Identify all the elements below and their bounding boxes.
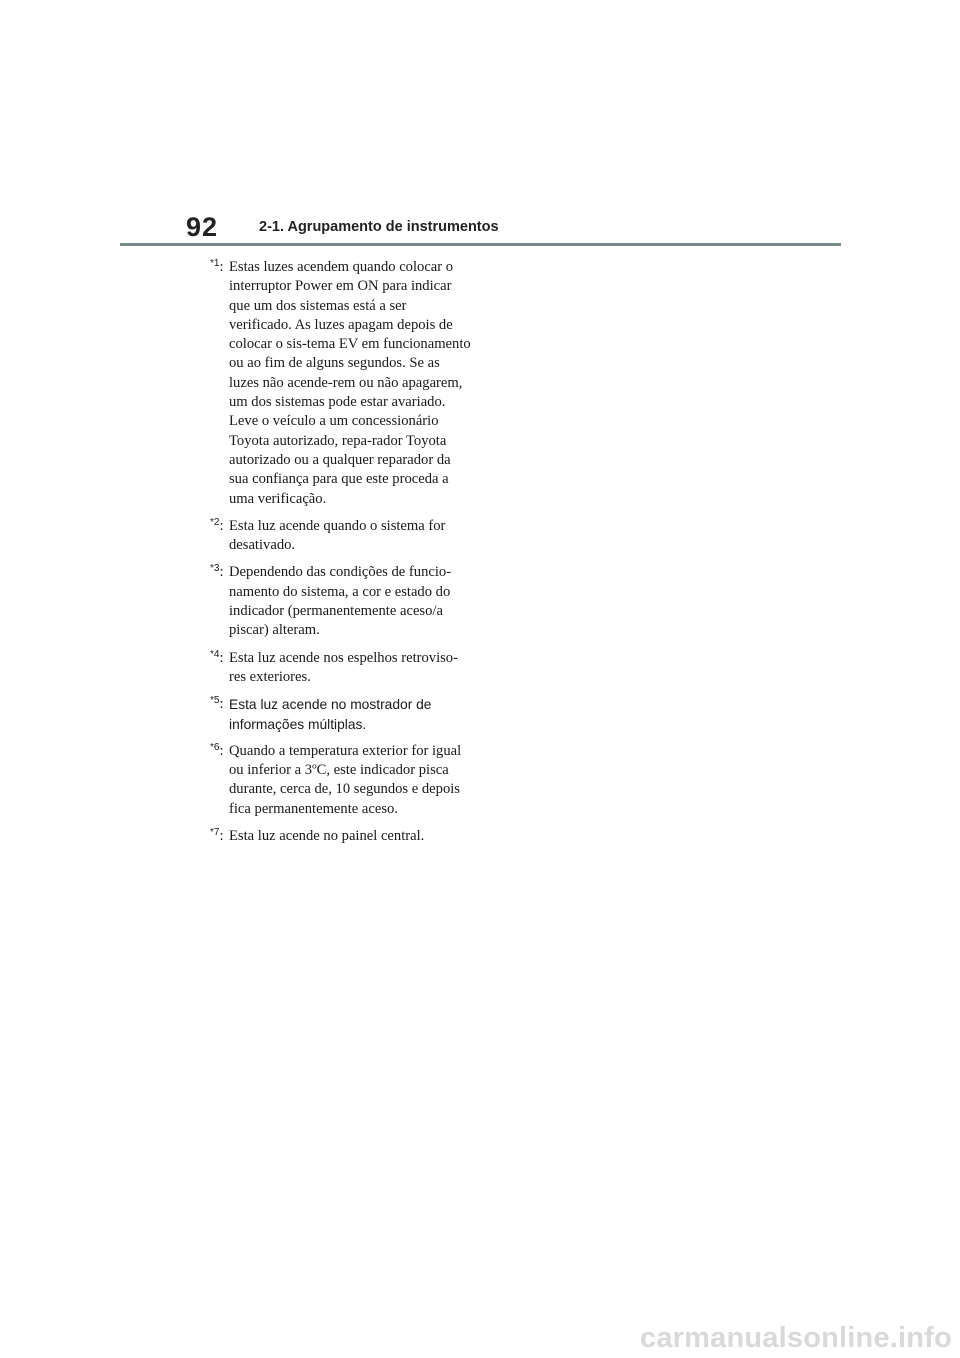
footnote-marker: $^{*6}$: [210, 741, 224, 759]
page-number: 92 [186, 212, 219, 242]
footnote-text: Dependendo das condições de funcio-namento do sistema, a cor e estado do indicador (permanentemente aceso/a piscar) alteram. [229, 564, 452, 639]
footnote-marker: $^{*2}$: [210, 516, 224, 534]
footnote-1 [210, 258, 472, 509]
header-rule [120, 243, 841, 246]
footnote-marker: $^{*3}$: [210, 563, 224, 581]
footnote-4 [210, 649, 472, 688]
footnote-text: Estas luzes acendem quando colocar o interruptor Power em ON para indicar que um dos sistemas está a ser verificado. As luzes apagam depois de colocar o sis-tema EV em funcionamento ou ao fim de alguns segundos. Se as luzes não acende-rem ou não apagarem, um dos sistemas pode estar avariado. Leve o veículo a um concessionário Toyota autorizado, repa-rador Toyota autorizado ou a qualquer reparador da sua confiança para que este proceda a uma verificação. [229, 259, 471, 507]
footnote-7 [210, 827, 472, 846]
footnote-text: Esta luz acende quando o sistema for desativado. [229, 517, 446, 554]
footnote-2 [210, 517, 472, 556]
footnote-3 [210, 563, 472, 640]
footnote-marker: $^{*7}$: [210, 827, 224, 845]
footnote-marker: $^{*4}$: [210, 648, 224, 666]
footnote-text: Esta luz acende no painel central. [229, 828, 425, 845]
footnote-6 [210, 742, 472, 819]
footnote-marker: $^{*1}$: [210, 258, 224, 275]
section-title: 2-1. Agrupamento de instrumentos [259, 219, 499, 235]
footnote-text: Esta luz acende no mostrador de informações múltiplas. [229, 697, 432, 732]
footnote-text: Esta luz acende nos espelhos retroviso-res exteriores. [229, 649, 458, 685]
footnote-text: Quando a temperatura exterior for igual ou inferior a 3ºC, este indicador pisca durante, cerca de, 10 segundos e depois fica permanentemente aceso. [229, 742, 462, 817]
footnote-marker: $^{*5}$: [210, 695, 224, 713]
footnote-5 [210, 695, 472, 734]
footnote-list [210, 258, 472, 854]
watermark: carmanualsonline.info [640, 1322, 952, 1354]
